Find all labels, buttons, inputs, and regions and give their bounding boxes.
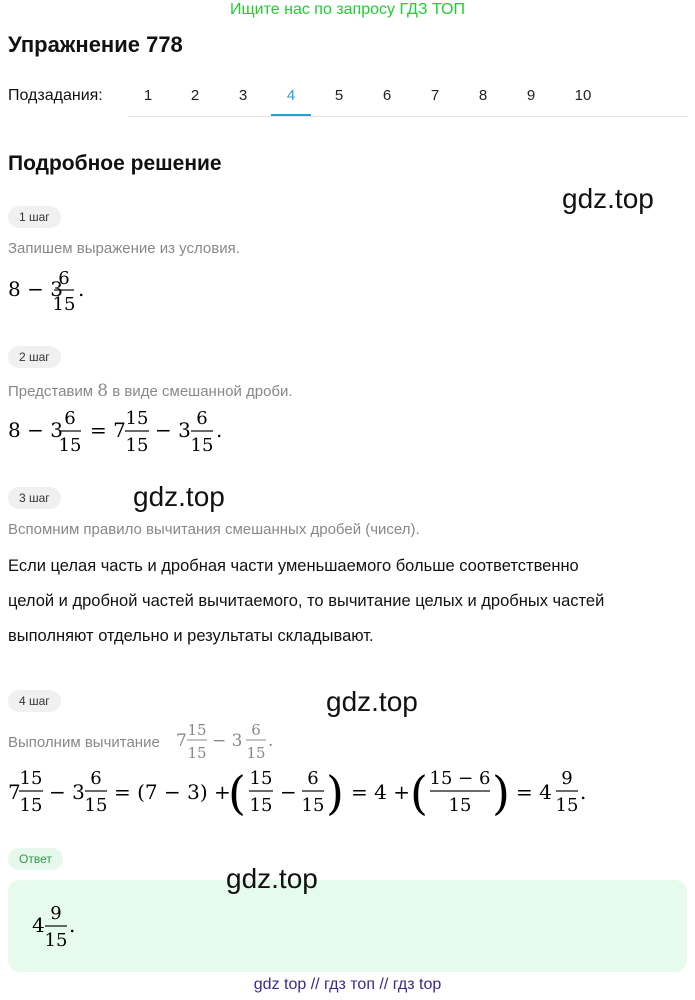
tab-9[interactable]: 9 xyxy=(526,87,536,104)
svg-text:4: 4 xyxy=(32,913,45,937)
search-hint-banner: Ищите нас по запросу ГДЗ ТОП xyxy=(230,1,465,18)
tab-6[interactable]: 6 xyxy=(382,87,392,104)
step-text: Выполним вычитание xyxy=(8,734,160,751)
tab-3[interactable]: 3 xyxy=(238,87,248,104)
tab-8[interactable]: 8 xyxy=(478,87,488,104)
step-badge: 4 шаг xyxy=(8,690,61,712)
step-badge: 2 шаг xyxy=(8,346,61,368)
tab-7[interactable]: 7 xyxy=(430,87,440,104)
svg-text:= 7: = 7 xyxy=(90,418,126,442)
svg-text:15: 15 xyxy=(249,795,273,816)
tab-2[interactable]: 2 xyxy=(190,87,200,104)
step-text: Вспомним правило вычитания смешанных дробей (чисел). xyxy=(8,521,420,538)
step-text: Запишем выражение из условия. xyxy=(8,240,240,257)
step-1-formula xyxy=(6,262,126,318)
step-badge: 3 шаг xyxy=(8,487,61,509)
svg-text:): ) xyxy=(492,766,510,820)
svg-text:− 3: − 3 xyxy=(212,731,243,751)
step-text xyxy=(8,381,293,401)
rule-line: целой и дробной частей вычитаемого, то вычитание целых и дробных частей xyxy=(8,592,605,610)
svg-text:.: . xyxy=(580,780,587,804)
svg-text:= 4 +: = 4 + xyxy=(351,780,410,804)
svg-text:8 − 3: 8 − 3 xyxy=(8,418,63,442)
svg-text:6: 6 xyxy=(251,721,261,739)
step-badge: 1 шаг xyxy=(8,206,61,228)
step-4-inline-formula xyxy=(174,716,284,766)
svg-text:7: 7 xyxy=(176,731,187,751)
section-title: Подробное решение xyxy=(8,152,222,175)
svg-text:15: 15 xyxy=(19,768,43,789)
rule-text xyxy=(8,549,688,654)
rule-line: Если целая часть и дробная части уменьшаемого больше соответственно xyxy=(8,557,579,575)
svg-text:9: 9 xyxy=(561,768,573,789)
svg-text:8 − 3: 8 − 3 xyxy=(8,277,63,301)
svg-text:.: . xyxy=(69,913,76,937)
active-tab-indicator xyxy=(271,114,311,116)
tab-5[interactable]: 5 xyxy=(334,87,344,104)
svg-text:6: 6 xyxy=(90,768,102,789)
svg-text:−: − xyxy=(280,780,297,804)
svg-text:= 4: = 4 xyxy=(516,780,552,804)
tab-10[interactable]: 10 xyxy=(574,87,592,104)
step-text-number: 8 xyxy=(97,381,109,401)
svg-text:.: . xyxy=(78,277,85,301)
subtasks-label: Подзадания: xyxy=(8,87,103,104)
svg-text:.: . xyxy=(268,731,274,751)
step-2-formula xyxy=(6,402,266,460)
subtask-tabs xyxy=(128,76,688,117)
svg-text:15: 15 xyxy=(19,795,43,816)
step-text-after: в виде смешанной дроби. xyxy=(112,383,293,400)
svg-text:− 3: − 3 xyxy=(49,780,85,804)
svg-text:(: ( xyxy=(410,766,428,820)
svg-text:6: 6 xyxy=(64,408,76,429)
step-4-formula xyxy=(6,760,606,828)
svg-text:6: 6 xyxy=(58,268,70,289)
svg-text:9: 9 xyxy=(50,903,62,924)
svg-text:6: 6 xyxy=(307,768,319,789)
svg-text:= (7 − 3) +: = (7 − 3) + xyxy=(114,780,231,804)
answer-formula xyxy=(30,898,110,954)
svg-text:(: ( xyxy=(228,766,246,820)
rule-line: выполняют отдельно и результаты складывают. xyxy=(8,627,374,645)
tab-4[interactable]: 4 xyxy=(286,87,296,104)
svg-text:15: 15 xyxy=(555,795,579,816)
svg-text:− 3: − 3 xyxy=(155,418,191,442)
svg-text:15: 15 xyxy=(190,435,214,456)
svg-text:15: 15 xyxy=(448,795,472,816)
watermark: gdz.top xyxy=(326,686,418,717)
watermark: gdz.top xyxy=(226,863,318,894)
svg-text:): ) xyxy=(326,766,344,820)
answer-box xyxy=(8,880,687,972)
watermark: gdz.top xyxy=(133,481,225,512)
svg-text:15: 15 xyxy=(301,795,325,816)
svg-text:.: . xyxy=(216,418,223,442)
svg-text:15: 15 xyxy=(187,744,207,762)
svg-text:15: 15 xyxy=(44,930,68,951)
svg-text:15: 15 xyxy=(58,435,82,456)
svg-text:15: 15 xyxy=(249,768,273,789)
svg-text:15: 15 xyxy=(52,294,76,315)
svg-text:6: 6 xyxy=(196,408,208,429)
watermark: gdz.top xyxy=(562,183,654,214)
page-title: Упражнение 778 xyxy=(8,32,183,57)
svg-text:15: 15 xyxy=(187,721,207,739)
svg-text:15: 15 xyxy=(246,744,266,762)
svg-text:7: 7 xyxy=(8,780,21,804)
svg-text:15: 15 xyxy=(125,408,149,429)
svg-text:15: 15 xyxy=(125,435,149,456)
step-text-before: Представим xyxy=(8,383,94,400)
footer-links[interactable]: gdz top // гдз топ // гдз top xyxy=(253,976,442,993)
answer-badge: Ответ xyxy=(8,848,63,870)
svg-text:15: 15 xyxy=(84,795,108,816)
tab-1[interactable]: 1 xyxy=(143,87,153,104)
svg-text:15 − 6: 15 − 6 xyxy=(429,768,491,789)
